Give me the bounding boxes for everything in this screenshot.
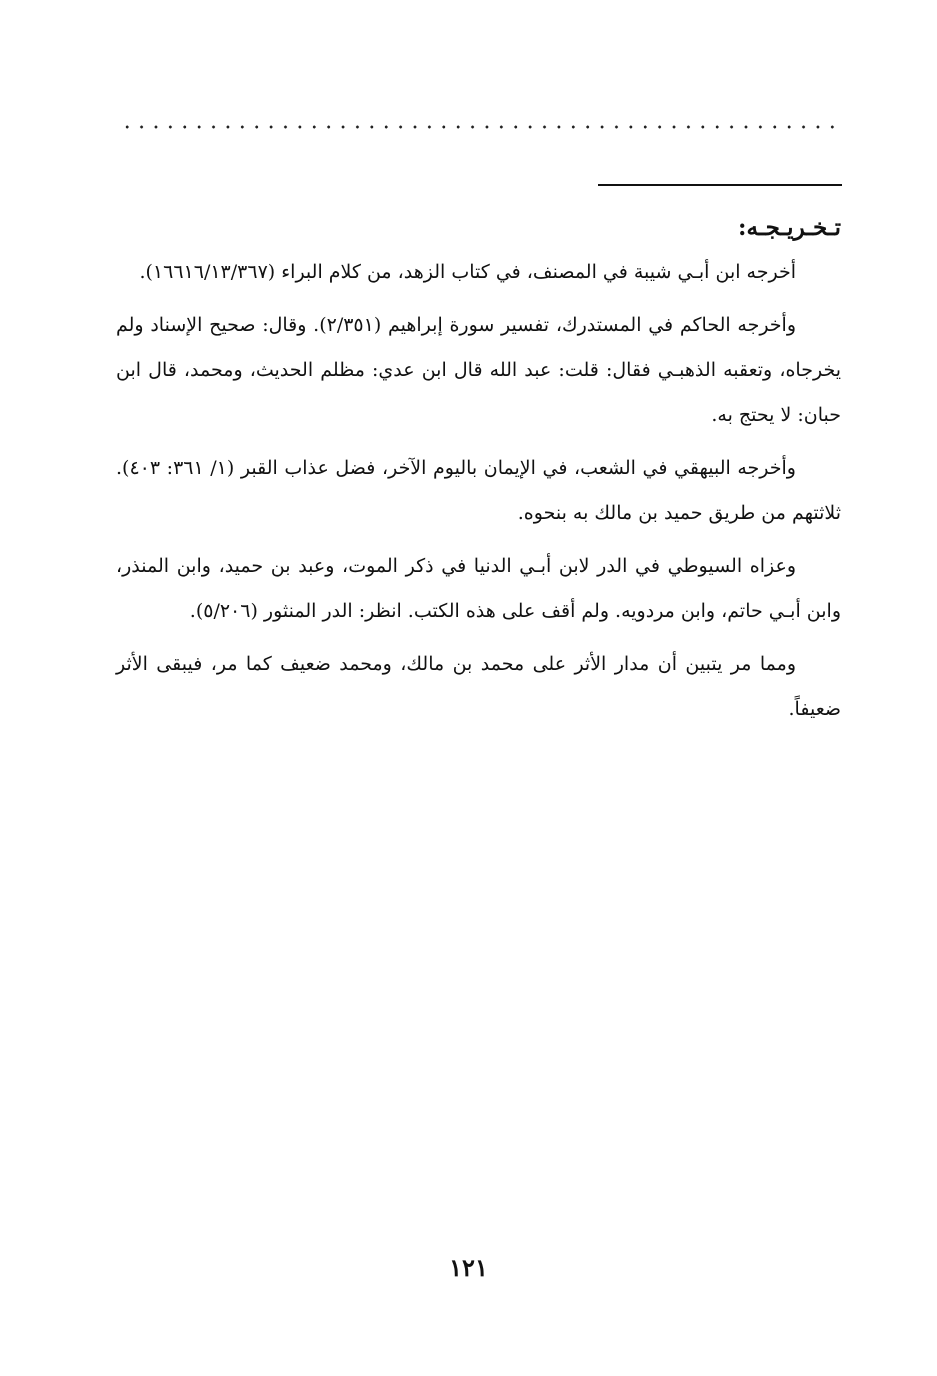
dotted-separator xyxy=(120,124,840,130)
paragraph-2: وأخرجه الحاكم في المستدرك، تفسير سورة إبراهيم (٢/٣٥١). وقال: صحيح الإسناد ولم يخرجاه، وتعقبه الذهبـي فقال: قلت: عبد الله قال ابن عدي: مظلم الحديث، ومحمد، قال ابن حبان: لا يحتج به. xyxy=(116,314,841,426)
paragraph-5: ومما مر يتبين أن مدار الأثر على محمد بن مالك، ومحمد ضعيف كما مر، فيبقى الأثر ضعيفاً. xyxy=(116,653,841,720)
paragraph-4: وعزاه السيوطي في الدر لابن أبـي الدنيا في ذكر الموت، وعبد بن حميد، وابن المنذر، وابن أبـي حاتم، وابن مردويه. ولم أقف على هذه الكتب. انظر: الدر المنثور (٥/٢٠٦). xyxy=(116,555,841,622)
section-heading: تـخـريـجـه: xyxy=(738,214,841,241)
horizontal-rule xyxy=(598,184,842,186)
paragraph-1: أخرجه ابن أبـي شيبة في المصنف، في كتاب الزهد، من كلام البراء (١٦٦١٦/١٣/٣٦٧). xyxy=(139,261,796,283)
page-body xyxy=(116,210,841,740)
page-number: ١٢١ xyxy=(449,1253,488,1282)
paragraph-3: وأخرجه البيهقي في الشعب، في الإيمان باليوم الآخر، فضل عذاب القبر (١/ ٣٦١: ٤٠٣). ثلاثتهم من طريق حميد بن مالك به بنحوه. xyxy=(116,457,841,524)
